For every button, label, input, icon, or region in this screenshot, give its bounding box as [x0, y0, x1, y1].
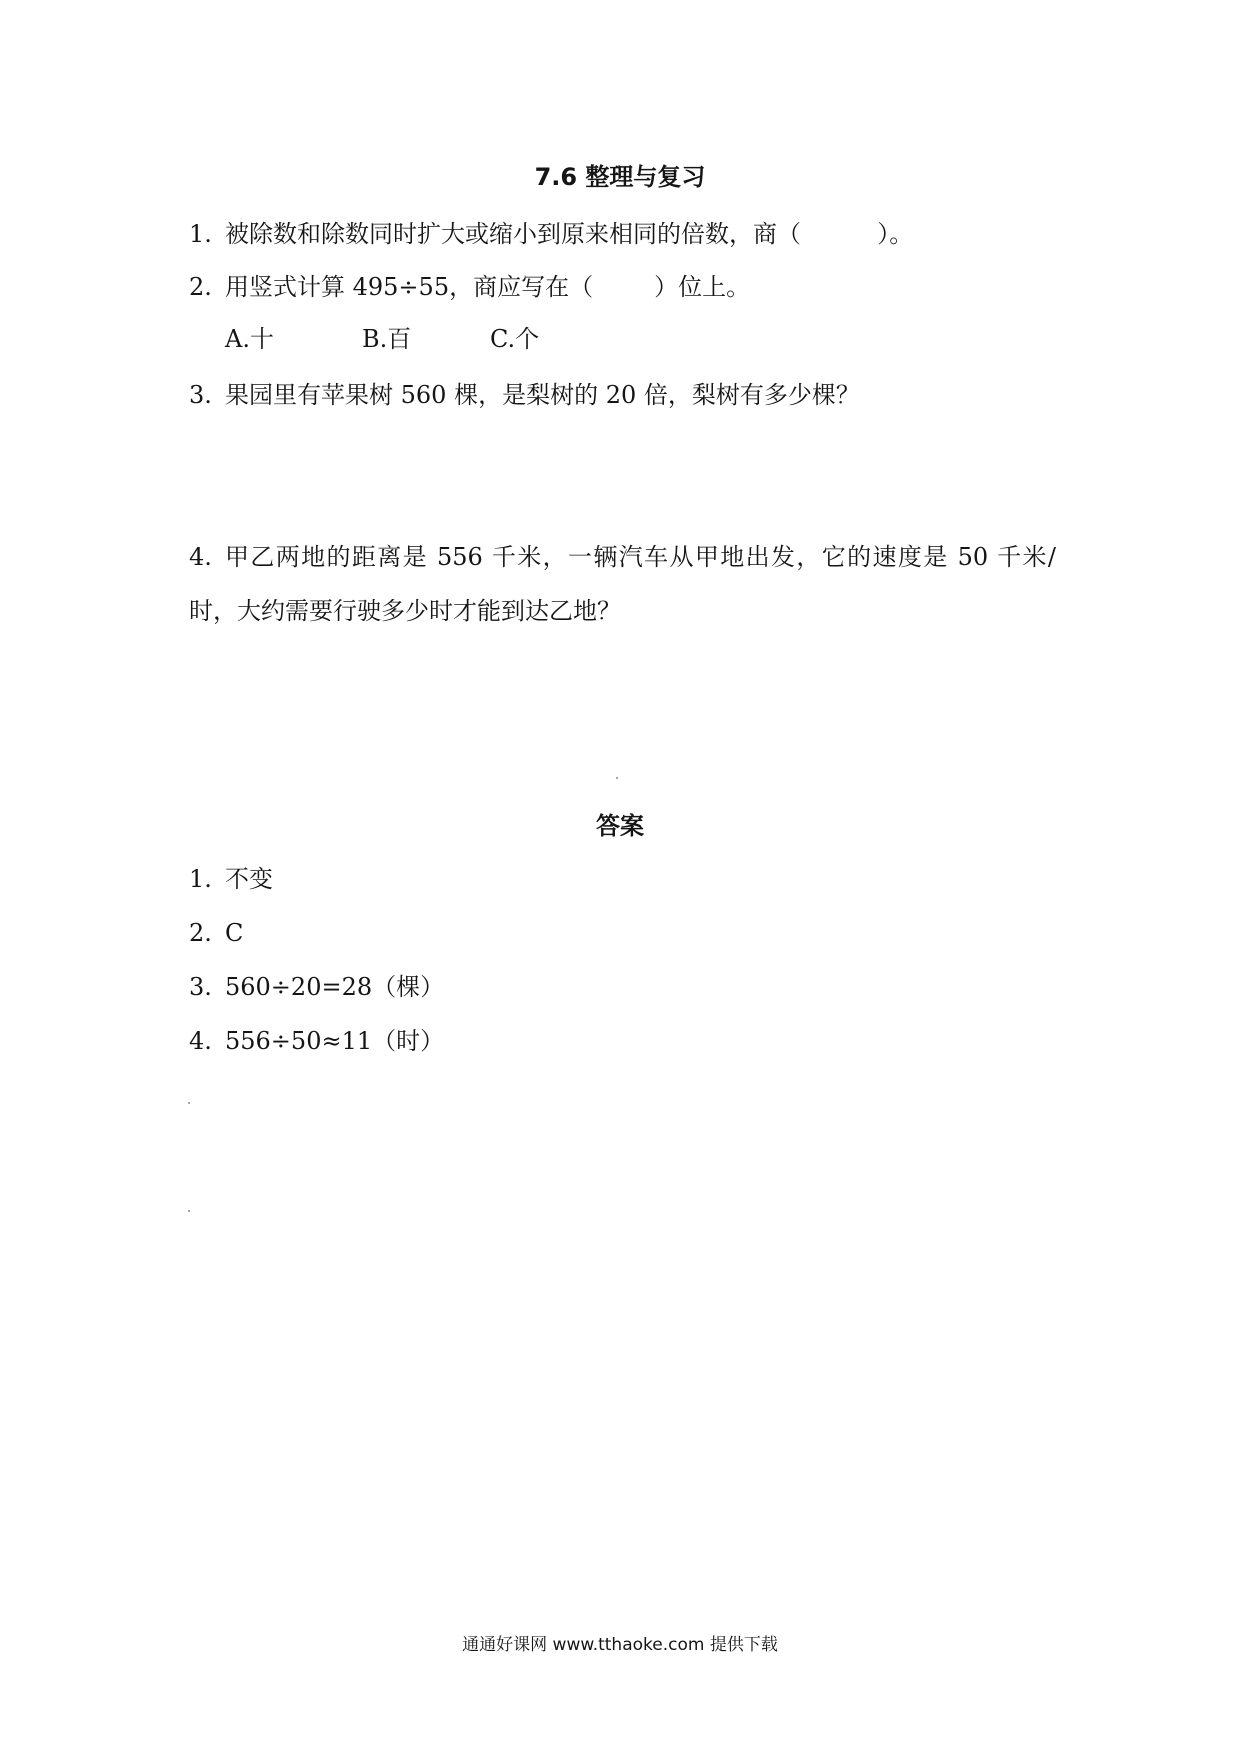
- question-4-continued: [0, 596, 1240, 626]
- answer-2: [0, 918, 1240, 948]
- answers-title: 答案: [596, 812, 644, 840]
- answer-number: 3.: [189, 973, 212, 1001]
- question-4: [0, 542, 1240, 572]
- question-number: 1.: [189, 220, 212, 248]
- answer-text: C: [225, 919, 244, 947]
- question-text: 用竖式计算 495÷55，商应写在（ ）位上。: [225, 273, 751, 301]
- question-3: [0, 380, 1240, 410]
- worksheet-title: 7.6 整理与复习: [534, 163, 706, 191]
- page-footer: 通通好课网 www.tthaoke.com 提供下载: [462, 1635, 778, 1655]
- question-2-options: [0, 324, 1240, 354]
- stray-mark: [188, 1210, 190, 1212]
- question-number: 3.: [189, 381, 212, 409]
- question-1: [0, 219, 1240, 249]
- answer-text: 556÷50≈11（时）: [225, 1027, 445, 1055]
- question-number: 2.: [189, 273, 212, 301]
- stray-mark: [616, 777, 618, 779]
- answer-number: 4.: [189, 1027, 212, 1055]
- question-text-continued: 时，大约需要行驶多少时才能到达乙地？: [189, 597, 621, 625]
- answer-4: [0, 1026, 1240, 1056]
- answer-3: [0, 972, 1240, 1002]
- question-2: [0, 272, 1240, 302]
- option-a: A.十: [225, 325, 274, 353]
- question-text: 被除数和除数同时扩大或缩小到原来相同的倍数，商（ ）。: [225, 220, 914, 248]
- option-c: C.个: [490, 325, 540, 353]
- question-text: 甲乙两地的距离是 556 千米，一辆汽车从甲地出发，它的速度是 50 千米/: [225, 543, 1056, 571]
- stray-mark: [188, 1102, 190, 1104]
- answer-number: 2.: [189, 919, 212, 947]
- answer-text: 不变: [225, 865, 273, 893]
- option-b: B.百: [362, 325, 412, 353]
- question-text: 果园里有苹果树 560 棵，是梨树的 20 倍，梨树有多少棵？: [225, 381, 860, 409]
- answer-text: 560÷20=28（棵）: [225, 973, 445, 1001]
- answer-1: [0, 864, 1240, 894]
- question-number: 4.: [189, 543, 212, 571]
- answer-number: 1.: [189, 865, 212, 893]
